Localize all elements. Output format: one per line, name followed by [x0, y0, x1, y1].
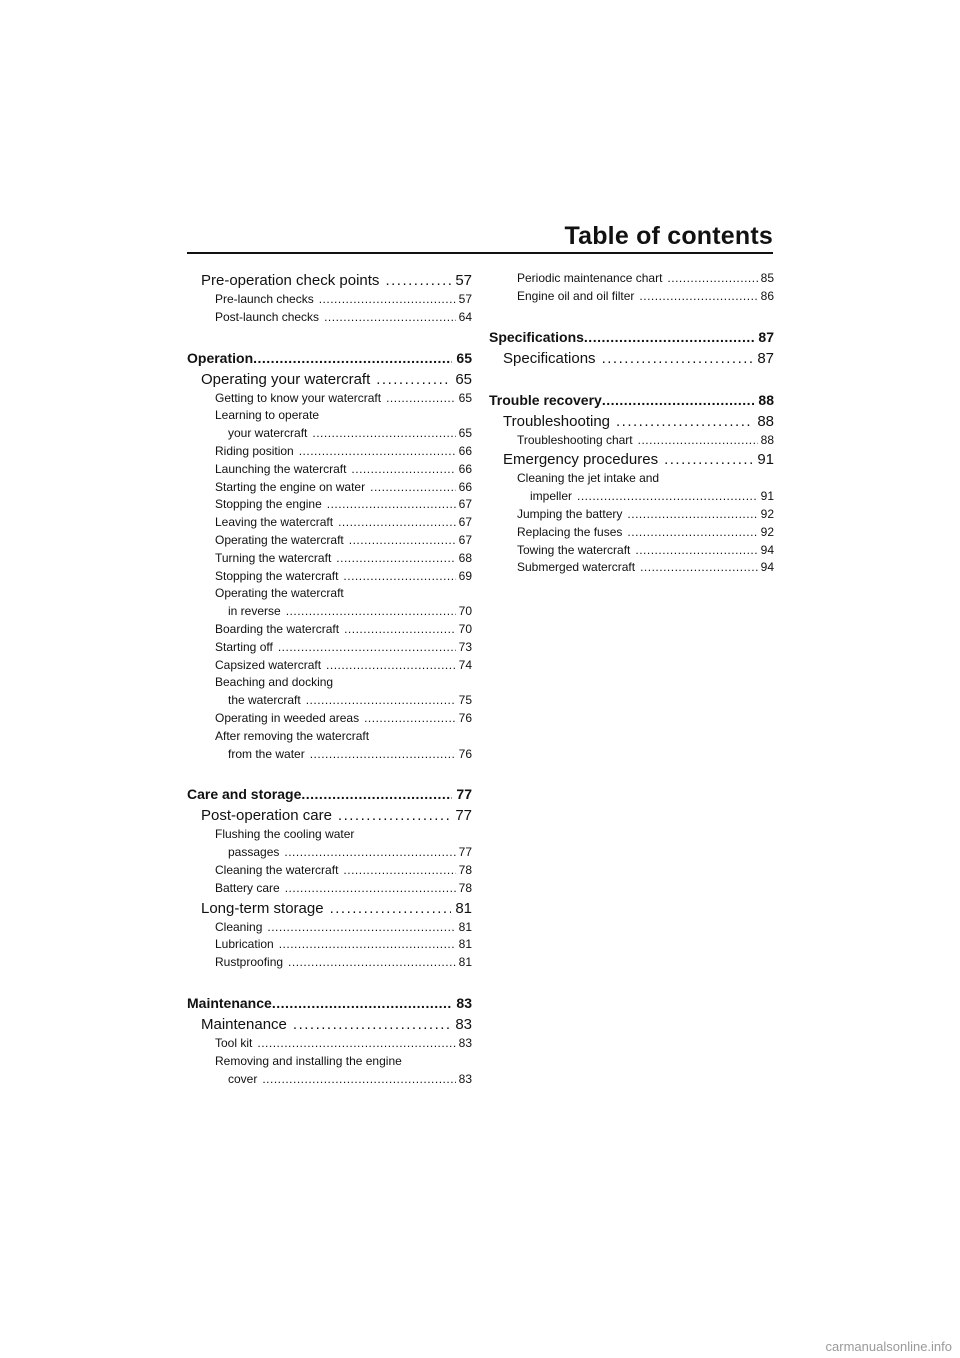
entry-title: Operating the watercraft — [215, 532, 344, 547]
toc-section-specifications[interactable] — [489, 326, 774, 348]
toc-entry-battery-care[interactable] — [187, 880, 472, 898]
toc-entry-towing[interactable] — [489, 542, 774, 560]
entry-title: Long-term storage — [201, 899, 324, 917]
toc-entry-jet-intake-line2[interactable] — [489, 488, 774, 506]
section-page: 88 — [758, 391, 774, 408]
entry-page: 76 — [458, 746, 472, 761]
entry-page: 83 — [458, 1035, 472, 1050]
toc-section-operation[interactable] — [187, 347, 472, 369]
toc-entry-rustproofing[interactable] — [187, 954, 472, 972]
entry-title: Operating your watercraft — [201, 370, 371, 388]
entry-title: Turning the watercraft — [215, 550, 332, 565]
entry-page: 66 — [458, 479, 472, 494]
toc-entry-jet-intake-line1[interactable]: Cleaning the jet intake and — [517, 471, 660, 486]
toc-entry-specifications[interactable] — [489, 348, 774, 369]
entry-page: 65 — [458, 390, 472, 405]
entry-page: 73 — [458, 639, 472, 654]
section-page: 77 — [456, 786, 472, 803]
entry-page: 81 — [455, 899, 472, 917]
toc-section-trouble-recovery[interactable] — [489, 389, 774, 411]
toc-entry-maintenance[interactable] — [187, 1014, 472, 1035]
entry-title: Engine oil and oil filter — [517, 288, 635, 303]
entry-title: Launching the watercraft — [215, 461, 347, 476]
entry-title: Starting off — [215, 639, 273, 654]
entry-title: passages — [228, 845, 280, 860]
toc-entry-lubrication[interactable] — [187, 936, 472, 954]
entry-title: cover — [228, 1071, 258, 1086]
toc-entry-post-launch-checks[interactable] — [187, 309, 472, 327]
entry-page: 67 — [458, 532, 472, 547]
toc-entry-starting-off[interactable] — [187, 639, 472, 657]
entry-title: Replacing the fuses — [517, 524, 623, 539]
toc-entry-capsized[interactable] — [187, 657, 472, 675]
toc-entry-beaching-line2[interactable] — [187, 692, 472, 710]
toc-entry-troubleshooting-chart[interactable] — [489, 432, 774, 450]
entry-page: 94 — [760, 560, 774, 575]
section-page: 65 — [456, 349, 472, 366]
toc-section-maintenance[interactable] — [187, 992, 472, 1014]
toc-entry-submerged[interactable] — [489, 559, 774, 577]
toc-entry-tool-kit[interactable] — [187, 1035, 472, 1053]
entry-page: 81 — [458, 919, 472, 934]
section-page: 87 — [758, 328, 774, 345]
entry-page: 57 — [458, 292, 472, 306]
toc-entry-reverse-line1[interactable]: Operating the watercraft — [215, 586, 344, 601]
section-title: Care and storage — [187, 786, 302, 803]
section-title: Operation — [187, 349, 254, 366]
entry-page: 75 — [458, 693, 472, 708]
entry-page: 67 — [458, 515, 472, 530]
entry-title: Boarding the watercraft — [215, 621, 340, 636]
toc-entry-reverse-line2[interactable] — [187, 603, 472, 621]
entry-title: Capsized watercraft — [215, 657, 322, 672]
entry-page: 57 — [455, 272, 472, 289]
section-page: 83 — [456, 994, 472, 1011]
entry-title: Jumping the battery — [517, 506, 623, 521]
entry-page: 65 — [458, 426, 472, 441]
toc-entry-getting-to-know[interactable] — [187, 390, 472, 408]
toc-entry-cleaning-watercraft[interactable] — [187, 862, 472, 880]
toc-entry-starting-engine[interactable] — [187, 479, 472, 497]
entry-title: Pre-operation check points — [201, 272, 380, 289]
toc-entry-pre-operation[interactable] — [187, 270, 472, 291]
entry-page: 70 — [458, 621, 472, 636]
toc-entry-launching[interactable] — [187, 461, 472, 479]
entry-page: 69 — [458, 568, 472, 583]
entry-title: Stopping the watercraft — [215, 568, 339, 583]
toc-entry-weeded-areas[interactable] — [187, 710, 472, 728]
toc-entry-flushing-line1[interactable]: Flushing the cooling water — [215, 827, 355, 842]
entry-title: impeller — [530, 489, 573, 504]
entry-page: 81 — [458, 937, 472, 952]
section-title: Maintenance — [187, 994, 272, 1011]
entry-title: Specifications — [503, 349, 596, 367]
entry-title: Cleaning the watercraft — [215, 862, 339, 877]
entry-page: 91 — [757, 451, 774, 469]
toc-entry-engine-cover-line1[interactable]: Removing and installing the engine — [215, 1053, 402, 1068]
toc-entry-riding-position[interactable] — [187, 443, 472, 461]
entry-title: Stopping the engine — [215, 497, 322, 512]
entry-title: Battery care — [215, 880, 280, 895]
entry-page: 88 — [757, 412, 774, 430]
toc-entry-long-term-storage[interactable] — [187, 898, 472, 919]
toc-entry-learning-line1[interactable]: Learning to operate — [215, 408, 320, 423]
entry-title: Troubleshooting chart — [517, 432, 633, 447]
entry-title: Troubleshooting — [503, 412, 611, 430]
toc-entry-troubleshooting[interactable] — [489, 411, 774, 432]
toc-entry-after-removing-line2[interactable] — [187, 746, 472, 764]
entry-title: from the water — [228, 746, 305, 761]
entry-page: 67 — [458, 497, 472, 512]
entry-page: 92 — [760, 524, 774, 539]
entry-title: Post-launch checks — [215, 309, 320, 324]
entry-page: 85 — [760, 271, 774, 285]
entry-page: 64 — [458, 309, 472, 324]
toc-entry-stopping[interactable] — [187, 568, 472, 586]
toc-left-column — [187, 270, 472, 1088]
toc-entry-leaving[interactable] — [187, 514, 472, 532]
toc-entry-replacing-fuses[interactable] — [489, 524, 774, 542]
entry-title: Maintenance — [201, 1015, 287, 1033]
entry-page: 86 — [760, 288, 774, 303]
entry-page: 83 — [458, 1071, 472, 1086]
entry-title: Riding position — [215, 443, 294, 458]
entry-page: 81 — [458, 955, 472, 970]
entry-title: Submerged watercraft — [517, 560, 636, 575]
entry-title: in reverse — [228, 604, 281, 619]
entry-title: Post-operation care — [201, 807, 332, 825]
entry-page: 68 — [458, 550, 472, 565]
toc-entry-emergency-procedures[interactable] — [489, 449, 774, 470]
section-title: Trouble recovery — [489, 391, 602, 408]
toc-entry-engine-cover-line2[interactable] — [187, 1071, 472, 1089]
entry-title: Lubrication — [215, 937, 274, 952]
toc-entry-boarding[interactable] — [187, 621, 472, 639]
toc-entry-periodic-chart[interactable] — [489, 270, 774, 288]
entry-title: Periodic maintenance chart — [517, 271, 663, 285]
toc-section-care-and-storage[interactable] — [187, 783, 472, 805]
title-rule — [187, 252, 773, 254]
entry-title: Tool kit — [215, 1035, 253, 1050]
page-title: Table of contents — [564, 222, 773, 250]
section-title: Specifications — [489, 328, 584, 345]
entry-title: Operating in weeded areas — [215, 710, 360, 725]
toc-entry-flushing-line2[interactable] — [187, 844, 472, 862]
entry-page: 87 — [757, 349, 774, 367]
entry-title: Towing the watercraft — [517, 542, 631, 557]
toc-entry-operating-your-watercraft[interactable] — [187, 369, 472, 390]
entry-title: the watercraft — [228, 693, 301, 708]
entry-title: Rustproofing — [215, 955, 284, 970]
entry-page: 65 — [455, 370, 472, 388]
toc-entry-stopping-engine[interactable] — [187, 496, 472, 514]
entry-title: Starting the engine on water — [215, 479, 366, 494]
entry-title: Leaving the watercraft — [215, 515, 334, 530]
entry-page: 92 — [760, 506, 774, 521]
toc-entry-post-operation-care[interactable] — [187, 805, 472, 826]
toc-entry-pre-launch-checks[interactable] — [187, 291, 472, 309]
entry-page: 66 — [458, 461, 472, 476]
entry-page: 91 — [760, 489, 774, 504]
toc-entry-turning[interactable] — [187, 550, 472, 568]
toc-right-column — [489, 270, 774, 577]
entry-page: 77 — [458, 845, 472, 860]
toc-entry-after-removing-line1[interactable]: After removing the watercraft — [215, 728, 370, 743]
entry-page: 76 — [458, 710, 472, 725]
entry-page: 70 — [458, 604, 472, 619]
entry-page: 88 — [760, 432, 774, 447]
entry-page: 74 — [458, 657, 472, 672]
entry-page: 77 — [455, 807, 472, 825]
entry-page: 94 — [760, 542, 774, 557]
toc-entry-oil-filter[interactable] — [489, 288, 774, 306]
entry-page: 78 — [458, 880, 472, 895]
toc-entry-cleaning[interactable] — [187, 919, 472, 937]
toc-entry-beaching-line1[interactable]: Beaching and docking — [215, 675, 334, 690]
entry-title: your watercraft — [228, 426, 308, 441]
watermark-text: carmanualsonline.info — [825, 1339, 952, 1354]
entry-title: Pre-launch checks — [215, 292, 314, 306]
toc-entry-jumping-battery[interactable] — [489, 506, 774, 524]
entry-page: 78 — [458, 862, 472, 877]
toc-entry-operating[interactable] — [187, 532, 472, 550]
toc-entry-learning-line2[interactable] — [187, 425, 472, 443]
entry-page: 83 — [455, 1015, 472, 1033]
entry-title: Emergency procedures — [503, 451, 659, 469]
entry-title: Cleaning — [215, 919, 263, 934]
entry-page: 66 — [458, 443, 472, 458]
entry-title: Getting to know your watercraft — [215, 390, 382, 405]
